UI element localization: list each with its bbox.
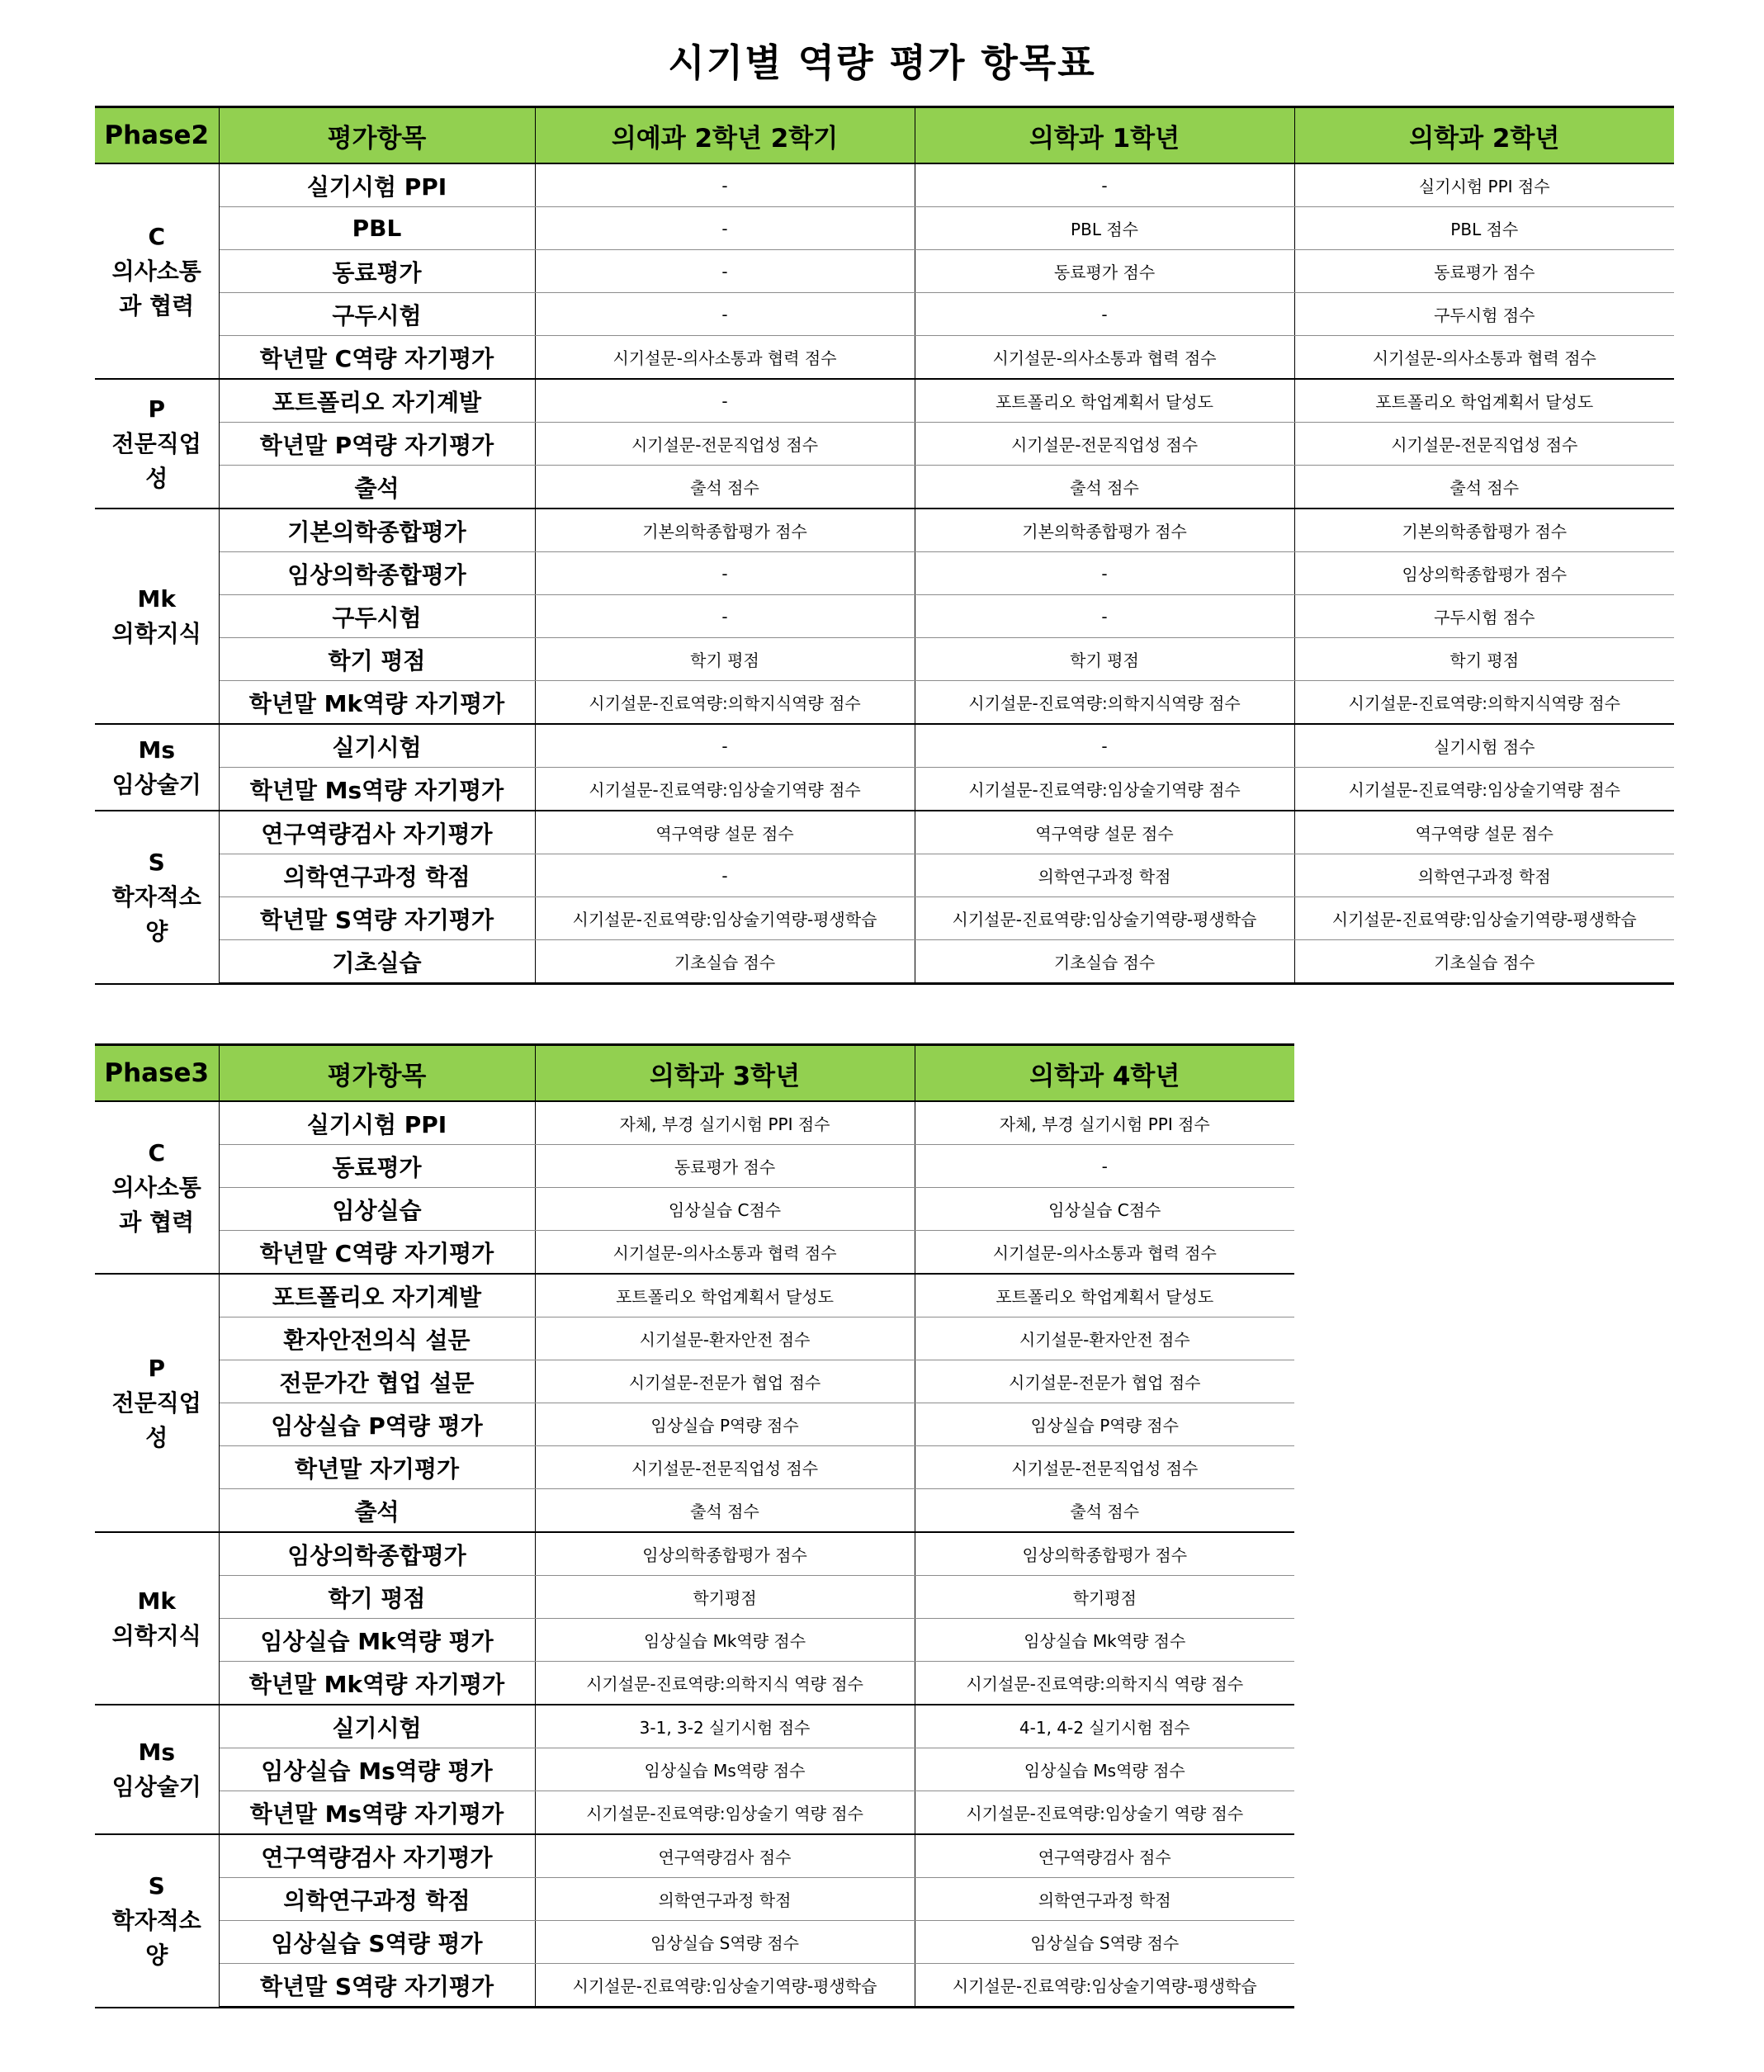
value-cell: 의학연구과정 학점	[915, 854, 1294, 897]
value-cell: -	[915, 1145, 1294, 1188]
table-row	[95, 379, 1674, 423]
evaluation-item: 임상실습 Mk역량 평가	[219, 1619, 535, 1662]
value-cell: 시기설문-환자안전 점수	[915, 1317, 1294, 1360]
category-name: 임상술기	[111, 770, 201, 798]
value-cell: 시기설문-진료역량:임상술기역량-평생학습	[535, 1964, 915, 2008]
phase2-table	[95, 106, 1674, 985]
value-cell: 출석 점수	[535, 466, 915, 509]
value-cell: 시기설문-진료역량:임상술기역량 점수	[915, 768, 1294, 811]
value-cell: 임상실습 S역량 점수	[915, 1921, 1294, 1964]
table-row	[95, 1791, 1294, 1835]
category-cell	[95, 1834, 219, 2008]
header-cell: 의학과 3학년	[535, 1045, 915, 1102]
evaluation-item: 의학연구과정 학점	[219, 1878, 535, 1921]
value-cell: 학기 평점	[1294, 638, 1674, 681]
evaluation-item: 임상실습 P역량 평가	[219, 1403, 535, 1446]
value-cell: 시기설문-진료역량:임상술기역량-평생학습	[915, 897, 1294, 940]
evaluation-item: 의학연구과정 학점	[219, 854, 535, 897]
evaluation-item: 학년말 Ms역량 자기평가	[219, 768, 535, 811]
value-cell: 포트폴리오 학업계획서 달성도	[535, 1274, 915, 1317]
category-cell	[95, 1274, 219, 1532]
table-row	[95, 854, 1674, 897]
value-cell: 기본의학종합평가 점수	[535, 509, 915, 552]
value-cell: 시기설문-전문직업성 점수	[1294, 423, 1674, 466]
category-cell	[95, 724, 219, 811]
value-cell: 임상실습 P역량 점수	[535, 1403, 915, 1446]
value-cell: 시기설문-의사소통과 협력 점수	[915, 1231, 1294, 1275]
value-cell: 실기시험 PPI 점수	[1294, 163, 1674, 207]
value-cell: 임상실습 S역량 점수	[535, 1921, 915, 1964]
table-row	[95, 1878, 1294, 1921]
value-cell: PBL 점수	[1294, 207, 1674, 250]
value-cell: 임상실습 C점수	[535, 1188, 915, 1231]
value-cell: 임상의학종합평가 점수	[1294, 552, 1674, 595]
table-row	[95, 811, 1674, 854]
table-row	[95, 768, 1674, 811]
value-cell: -	[535, 293, 915, 336]
table-row	[95, 552, 1674, 595]
value-cell: 시기설문-전문가 협업 점수	[535, 1360, 915, 1403]
header-cell: 의학과 2학년	[1294, 107, 1674, 164]
evaluation-item: 학년말 P역량 자기평가	[219, 423, 535, 466]
value-cell: 포트폴리오 학업계획서 달성도	[915, 379, 1294, 423]
table-row	[95, 1101, 1294, 1145]
table-row	[95, 293, 1674, 336]
value-cell: 역구역량 설문 점수	[1294, 811, 1674, 854]
evaluation-item: 출석	[219, 466, 535, 509]
evaluation-item: 실기시험	[219, 1705, 535, 1748]
value-cell: 임상실습 Ms역량 점수	[535, 1748, 915, 1791]
evaluation-item: 구두시험	[219, 293, 535, 336]
table-row	[95, 1274, 1294, 1317]
value-cell: 동료평가 점수	[915, 250, 1294, 293]
evaluation-item: 포트폴리오 자기계발	[219, 1274, 535, 1317]
category-name: 학자적소양	[111, 882, 201, 945]
value-cell: 시기설문-진료역량:의학지식역량 점수	[915, 681, 1294, 725]
table-row	[95, 207, 1674, 250]
value-cell: 임상실습 C점수	[915, 1188, 1294, 1231]
header-cell: 의예과 2학년 2학기	[535, 107, 915, 164]
value-cell: -	[915, 293, 1294, 336]
evaluation-item: 기본의학종합평가	[219, 509, 535, 552]
value-cell: 시기설문-진료역량:의학지식역량 점수	[1294, 681, 1674, 725]
value-cell: 시기설문-진료역량:임상술기 역량 점수	[915, 1791, 1294, 1835]
evaluation-item: 기초실습	[219, 940, 535, 984]
value-cell: 학기평점	[915, 1576, 1294, 1619]
value-cell: -	[535, 379, 915, 423]
table-row	[95, 1834, 1294, 1878]
value-cell: 의학연구과정 학점	[535, 1878, 915, 1921]
evaluation-item: 임상실습	[219, 1188, 535, 1231]
category-code: Ms	[138, 1738, 176, 1766]
table-row	[95, 1532, 1294, 1576]
value-cell: 시기설문-의사소통과 협력 점수	[535, 336, 915, 380]
evaluation-item: 학년말 S역량 자기평가	[219, 1964, 535, 2008]
category-code: S	[148, 1871, 165, 1899]
evaluation-item: 학년말 Mk역량 자기평가	[219, 1662, 535, 1705]
value-cell: 기초실습 점수	[1294, 940, 1674, 984]
category-cell	[95, 1705, 219, 1834]
category-code: P	[148, 395, 166, 423]
header-cell: Phase2	[95, 107, 219, 164]
value-cell: 임상의학종합평가 점수	[915, 1532, 1294, 1576]
table-row	[95, 1145, 1294, 1188]
value-cell: 출석 점수	[535, 1489, 915, 1533]
value-cell: 의학연구과정 학점	[1294, 854, 1674, 897]
header-cell: 평가항목	[219, 107, 535, 164]
evaluation-item: 실기시험 PPI	[219, 1101, 535, 1145]
value-cell: 임상실습 Ms역량 점수	[915, 1748, 1294, 1791]
evaluation-item: 동료평가	[219, 1145, 535, 1188]
evaluation-item: 학기 평점	[219, 638, 535, 681]
evaluation-item: 전문가간 협업 설문	[219, 1360, 535, 1403]
value-cell: 임상실습 Mk역량 점수	[535, 1619, 915, 1662]
value-cell: -	[535, 595, 915, 638]
value-cell: 시기설문-진료역량:임상술기역량-평생학습	[535, 897, 915, 940]
category-cell	[95, 811, 219, 984]
evaluation-item: 학년말 Ms역량 자기평가	[219, 1791, 535, 1835]
category-code: Ms	[138, 736, 176, 764]
value-cell: -	[535, 250, 915, 293]
evaluation-item: PBL	[219, 207, 535, 250]
value-cell: 연구역량검사 점수	[535, 1834, 915, 1878]
value-cell: -	[915, 724, 1294, 768]
value-cell: 3-1, 3-2 실기시험 점수	[535, 1705, 915, 1748]
value-cell: 임상실습 P역량 점수	[915, 1403, 1294, 1446]
category-code: C	[148, 222, 166, 250]
category-name: 전문직업성	[111, 429, 201, 492]
table-row	[95, 1964, 1294, 2008]
header-cell: 의학과 4학년	[915, 1045, 1294, 1102]
phase3-body	[95, 1101, 1294, 2008]
category-cell	[95, 509, 219, 724]
category-name: 학자적소양	[111, 1906, 201, 1969]
evaluation-item: 학년말 자기평가	[219, 1446, 535, 1489]
value-cell: 시기설문-의사소통과 협력 점수	[915, 336, 1294, 380]
evaluation-item: 임상실습 Ms역량 평가	[219, 1748, 535, 1791]
table-row	[95, 250, 1674, 293]
value-cell: 학기 평점	[535, 638, 915, 681]
evaluation-item: 학년말 S역량 자기평가	[219, 897, 535, 940]
table-row	[95, 1403, 1294, 1446]
value-cell: 구두시험 점수	[1294, 293, 1674, 336]
value-cell: -	[535, 854, 915, 897]
value-cell: 시기설문-전문직업성 점수	[535, 423, 915, 466]
table-row	[95, 897, 1674, 940]
value-cell: 연구역량검사 점수	[915, 1834, 1294, 1878]
header-cell: 의학과 1학년	[915, 107, 1294, 164]
header-cell: Phase3	[95, 1045, 219, 1102]
table-row	[95, 336, 1674, 380]
value-cell: 시기설문-진료역량:임상술기역량 점수	[1294, 768, 1674, 811]
table-row	[95, 423, 1674, 466]
value-cell: 시기설문-의사소통과 협력 점수	[535, 1231, 915, 1275]
category-code: P	[148, 1354, 166, 1382]
value-cell: -	[915, 163, 1294, 207]
value-cell: -	[535, 724, 915, 768]
value-cell: 시기설문-전문직업성 점수	[915, 423, 1294, 466]
value-cell: 시기설문-의사소통과 협력 점수	[1294, 336, 1674, 380]
table-row	[95, 940, 1674, 984]
value-cell: 출석 점수	[915, 1489, 1294, 1533]
table-row	[95, 724, 1674, 768]
table-row	[95, 638, 1674, 681]
value-cell: 동료평가 점수	[1294, 250, 1674, 293]
evaluation-item: 학년말 C역량 자기평가	[219, 336, 535, 380]
value-cell: -	[535, 207, 915, 250]
table-row	[95, 1576, 1294, 1619]
category-code: Mk	[137, 1587, 176, 1615]
header-cell: 평가항목	[219, 1045, 535, 1102]
table-row	[95, 1317, 1294, 1360]
table-row	[95, 509, 1674, 552]
value-cell: 실기시험 점수	[1294, 724, 1674, 768]
value-cell: 시기설문-전문직업성 점수	[535, 1446, 915, 1489]
value-cell: 역구역량 설문 점수	[915, 811, 1294, 854]
category-cell	[95, 163, 219, 379]
category-cell	[95, 379, 219, 509]
value-cell: 시기설문-전문가 협업 점수	[915, 1360, 1294, 1403]
value-cell: 기초실습 점수	[915, 940, 1294, 984]
value-cell: -	[915, 595, 1294, 638]
table-row	[95, 1921, 1294, 1964]
table-row	[95, 1619, 1294, 1662]
value-cell: 구두시험 점수	[1294, 595, 1674, 638]
header-row	[95, 1045, 1294, 1102]
evaluation-item: 연구역량검사 자기평가	[219, 811, 535, 854]
evaluation-item: 실기시험	[219, 724, 535, 768]
evaluation-item: 임상의학종합평가	[219, 552, 535, 595]
category-name: 임상술기	[111, 1772, 201, 1800]
page-title: 시기별 역량 평가 항목표	[668, 40, 1096, 85]
value-cell: -	[535, 552, 915, 595]
table-row	[95, 595, 1674, 638]
value-cell: 출석 점수	[1294, 466, 1674, 509]
evaluation-item: 동료평가	[219, 250, 535, 293]
value-cell: 학기평점	[535, 1576, 915, 1619]
value-cell: 시기설문-진료역량:임상술기역량-평생학습	[915, 1964, 1294, 2008]
value-cell: 의학연구과정 학점	[915, 1878, 1294, 1921]
evaluation-item: 환자안전의식 설문	[219, 1317, 535, 1360]
table-row	[95, 466, 1674, 509]
value-cell: 시기설문-진료역량:의학지식 역량 점수	[535, 1662, 915, 1705]
category-name: 의학지식	[111, 1621, 201, 1649]
table-row	[95, 1231, 1294, 1275]
value-cell: 시기설문-진료역량:임상술기역량-평생학습	[1294, 897, 1674, 940]
category-name: 의사소통과 협력	[111, 1173, 201, 1236]
evaluation-item: 학기 평점	[219, 1576, 535, 1619]
table-row	[95, 1188, 1294, 1231]
evaluation-item: 포트폴리오 자기계발	[219, 379, 535, 423]
value-cell: 동료평가 점수	[535, 1145, 915, 1188]
category-code: C	[148, 1138, 166, 1166]
table-row	[95, 681, 1674, 725]
table-row	[95, 163, 1674, 207]
evaluation-item: 학년말 C역량 자기평가	[219, 1231, 535, 1275]
value-cell: 시기설문-진료역량:의학지식 역량 점수	[915, 1662, 1294, 1705]
evaluation-item: 연구역량검사 자기평가	[219, 1834, 535, 1878]
evaluation-item: 임상의학종합평가	[219, 1532, 535, 1576]
value-cell: 임상의학종합평가 점수	[535, 1532, 915, 1576]
value-cell: PBL 점수	[915, 207, 1294, 250]
category-name: 의사소통과 협력	[111, 257, 201, 319]
evaluation-item: 실기시험 PPI	[219, 163, 535, 207]
category-cell	[95, 1101, 219, 1274]
value-cell: -	[535, 163, 915, 207]
table-row	[95, 1360, 1294, 1403]
value-cell: 자체, 부경 실기시험 PPI 점수	[915, 1101, 1294, 1145]
value-cell: 학기 평점	[915, 638, 1294, 681]
value-cell: 포트폴리오 학업계획서 달성도	[915, 1274, 1294, 1317]
table-row	[95, 1489, 1294, 1533]
value-cell: 기본의학종합평가 점수	[915, 509, 1294, 552]
evaluation-item: 구두시험	[219, 595, 535, 638]
category-name: 의학지식	[111, 619, 201, 647]
phase2-body	[95, 163, 1674, 984]
table-row	[95, 1748, 1294, 1791]
value-cell: 시기설문-진료역량:임상술기 역량 점수	[535, 1791, 915, 1835]
value-cell: 시기설문-전문직업성 점수	[915, 1446, 1294, 1489]
phase3-table	[95, 1043, 1294, 2008]
table-row	[95, 1446, 1294, 1489]
evaluation-item: 임상실습 S역량 평가	[219, 1921, 535, 1964]
value-cell: 시기설문-환자안전 점수	[535, 1317, 915, 1360]
value-cell: 역구역량 설문 점수	[535, 811, 915, 854]
evaluation-item: 출석	[219, 1489, 535, 1533]
value-cell: 자체, 부경 실기시험 PPI 점수	[535, 1101, 915, 1145]
evaluation-item: 학년말 Mk역량 자기평가	[219, 681, 535, 725]
category-cell	[95, 1532, 219, 1705]
header-row	[95, 107, 1674, 164]
table-row	[95, 1662, 1294, 1705]
table-row	[95, 1705, 1294, 1748]
value-cell: 포트폴리오 학업계획서 달성도	[1294, 379, 1674, 423]
category-code: S	[148, 848, 165, 876]
value-cell: 기초실습 점수	[535, 940, 915, 984]
category-code: Mk	[137, 584, 176, 613]
value-cell: 임상실습 Mk역량 점수	[915, 1619, 1294, 1662]
category-name: 전문직업성	[111, 1388, 201, 1451]
value-cell: -	[915, 552, 1294, 595]
value-cell: 시기설문-진료역량:의학지식역량 점수	[535, 681, 915, 725]
value-cell: 출석 점수	[915, 466, 1294, 509]
value-cell: 기본의학종합평가 점수	[1294, 509, 1674, 552]
value-cell: 4-1, 4-2 실기시험 점수	[915, 1705, 1294, 1748]
value-cell: 시기설문-진료역량:임상술기역량 점수	[535, 768, 915, 811]
